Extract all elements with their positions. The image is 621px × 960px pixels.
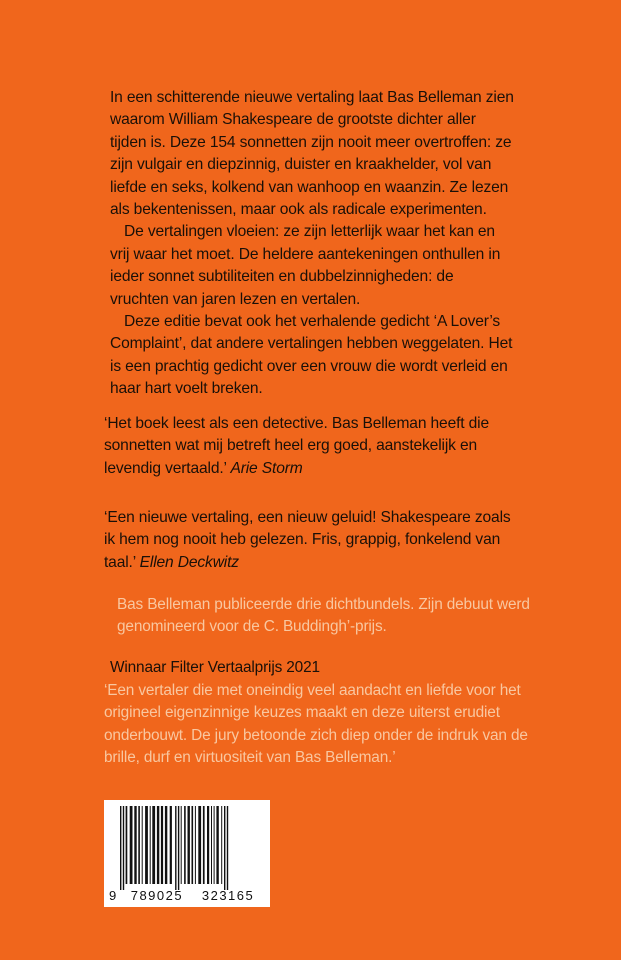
barcode-bar: [165, 806, 167, 884]
blurb-paragraph-2: De vertalingen vloeien: ze zijn letterlijk waar het kan en vrij waar het moet. De heldere aantekeningen onthullen in ieder sonnet subtiliteiten en dubbelzinnigheden: de vruchten van jaren lezen en vertalen.: [110, 223, 501, 308]
barcode-bar: [175, 806, 176, 890]
quote-text: ‘Het boek leest als een detective. Bas Belleman heeft die sonnetten wat mij betreft heel erg goed, aanstekelijk en levendig vertaald.’: [104, 415, 489, 477]
isbn-left-group: 789025: [130, 888, 184, 903]
barcode-bar: [207, 806, 209, 884]
blurb-paragraph-1: In een schitterende nieuwe vertaling laat Bas Belleman zien waarom William Shakespeare de grootste dichter aller tijden is. Deze 154 sonnetten zijn nooit meer overtroffen: ze zijn vulgair en diepzinnig, duister en kraakhelder, vol van liefde en seks, kolkend van wanhoop en waanzin. Ze lezen als bekentenissen, maar ook als radicale experimenten.: [110, 89, 514, 219]
barcode-bar: [152, 806, 155, 884]
barcode-bar: [120, 806, 121, 890]
barcode-bar: [126, 806, 128, 884]
barcode-bar: [198, 806, 201, 884]
barcode-bar: [184, 806, 186, 884]
author-bio: Bas Belleman publiceerde drie dichtbundels. Zijn debuut werd genomineerd voor de C. Buddingh’-prijs.: [117, 596, 530, 635]
barcode-bar: [170, 806, 172, 884]
blurb-paragraph-3: Deze editie bevat ook het verhalende gedicht ‘A Lover’s Complaint’, dat andere vertalingen hebben weggelaten. Het is een prachtig gedicht over een vrouw die wordt verleid en haar hart voelt breken.: [110, 313, 513, 398]
barcode-bar: [157, 806, 159, 884]
barcode-bar: [188, 806, 190, 884]
review-quote-1: [104, 413, 524, 480]
barcode-bar: [150, 806, 151, 884]
barcode-bar: [145, 806, 148, 884]
barcode-bar: [227, 806, 228, 890]
barcode-bar: [142, 806, 143, 884]
barcode-bar: [134, 806, 136, 884]
barcode-bar: [130, 806, 133, 884]
isbn-first-digit: 9: [109, 888, 117, 903]
barcode-bar: [203, 806, 205, 884]
barcode-bar: [161, 806, 163, 884]
quote-source: Ellen Deckwitz: [139, 553, 239, 571]
quote-source: Arie Storm: [230, 459, 303, 477]
barcode-bar: [178, 806, 179, 890]
isbn-digits: [109, 888, 269, 903]
barcode-bar: [214, 806, 215, 884]
blurb-text: [110, 87, 515, 401]
isbn-barcode: [104, 800, 270, 907]
isbn-right-group: 323165: [201, 888, 255, 903]
barcode-bar: [216, 806, 218, 884]
prize-jury-quote: ‘Een vertaler die met oneindig veel aandacht en liefde voor het origineel eigenzinnige keuzes maakt en deze uiterst erudiet onderbouwt. De jury betoonde zich diep onder de indruk van de brille, durf en virtuositeit van Bas Belleman.’: [104, 682, 528, 767]
barcode-bar: [224, 806, 225, 890]
barcode-bar: [138, 806, 140, 884]
prize-title: Winnaar Filter Vertaalprijs 2021: [110, 659, 320, 676]
barcode-bar: [211, 806, 212, 884]
review-quote-2: [104, 507, 524, 574]
barcode-bar: [123, 806, 124, 890]
quote-text: ‘Een nieuwe vertaling, een nieuw geluid! Shakespeare zoals ik hem nog nooit heb gelezen. Fris, grappig, fonkelend van taal.’: [104, 509, 511, 571]
barcode-bar: [221, 806, 222, 884]
barcode-bar: [181, 806, 182, 884]
barcode-bar: [195, 806, 196, 884]
barcode-bar: [192, 806, 194, 884]
